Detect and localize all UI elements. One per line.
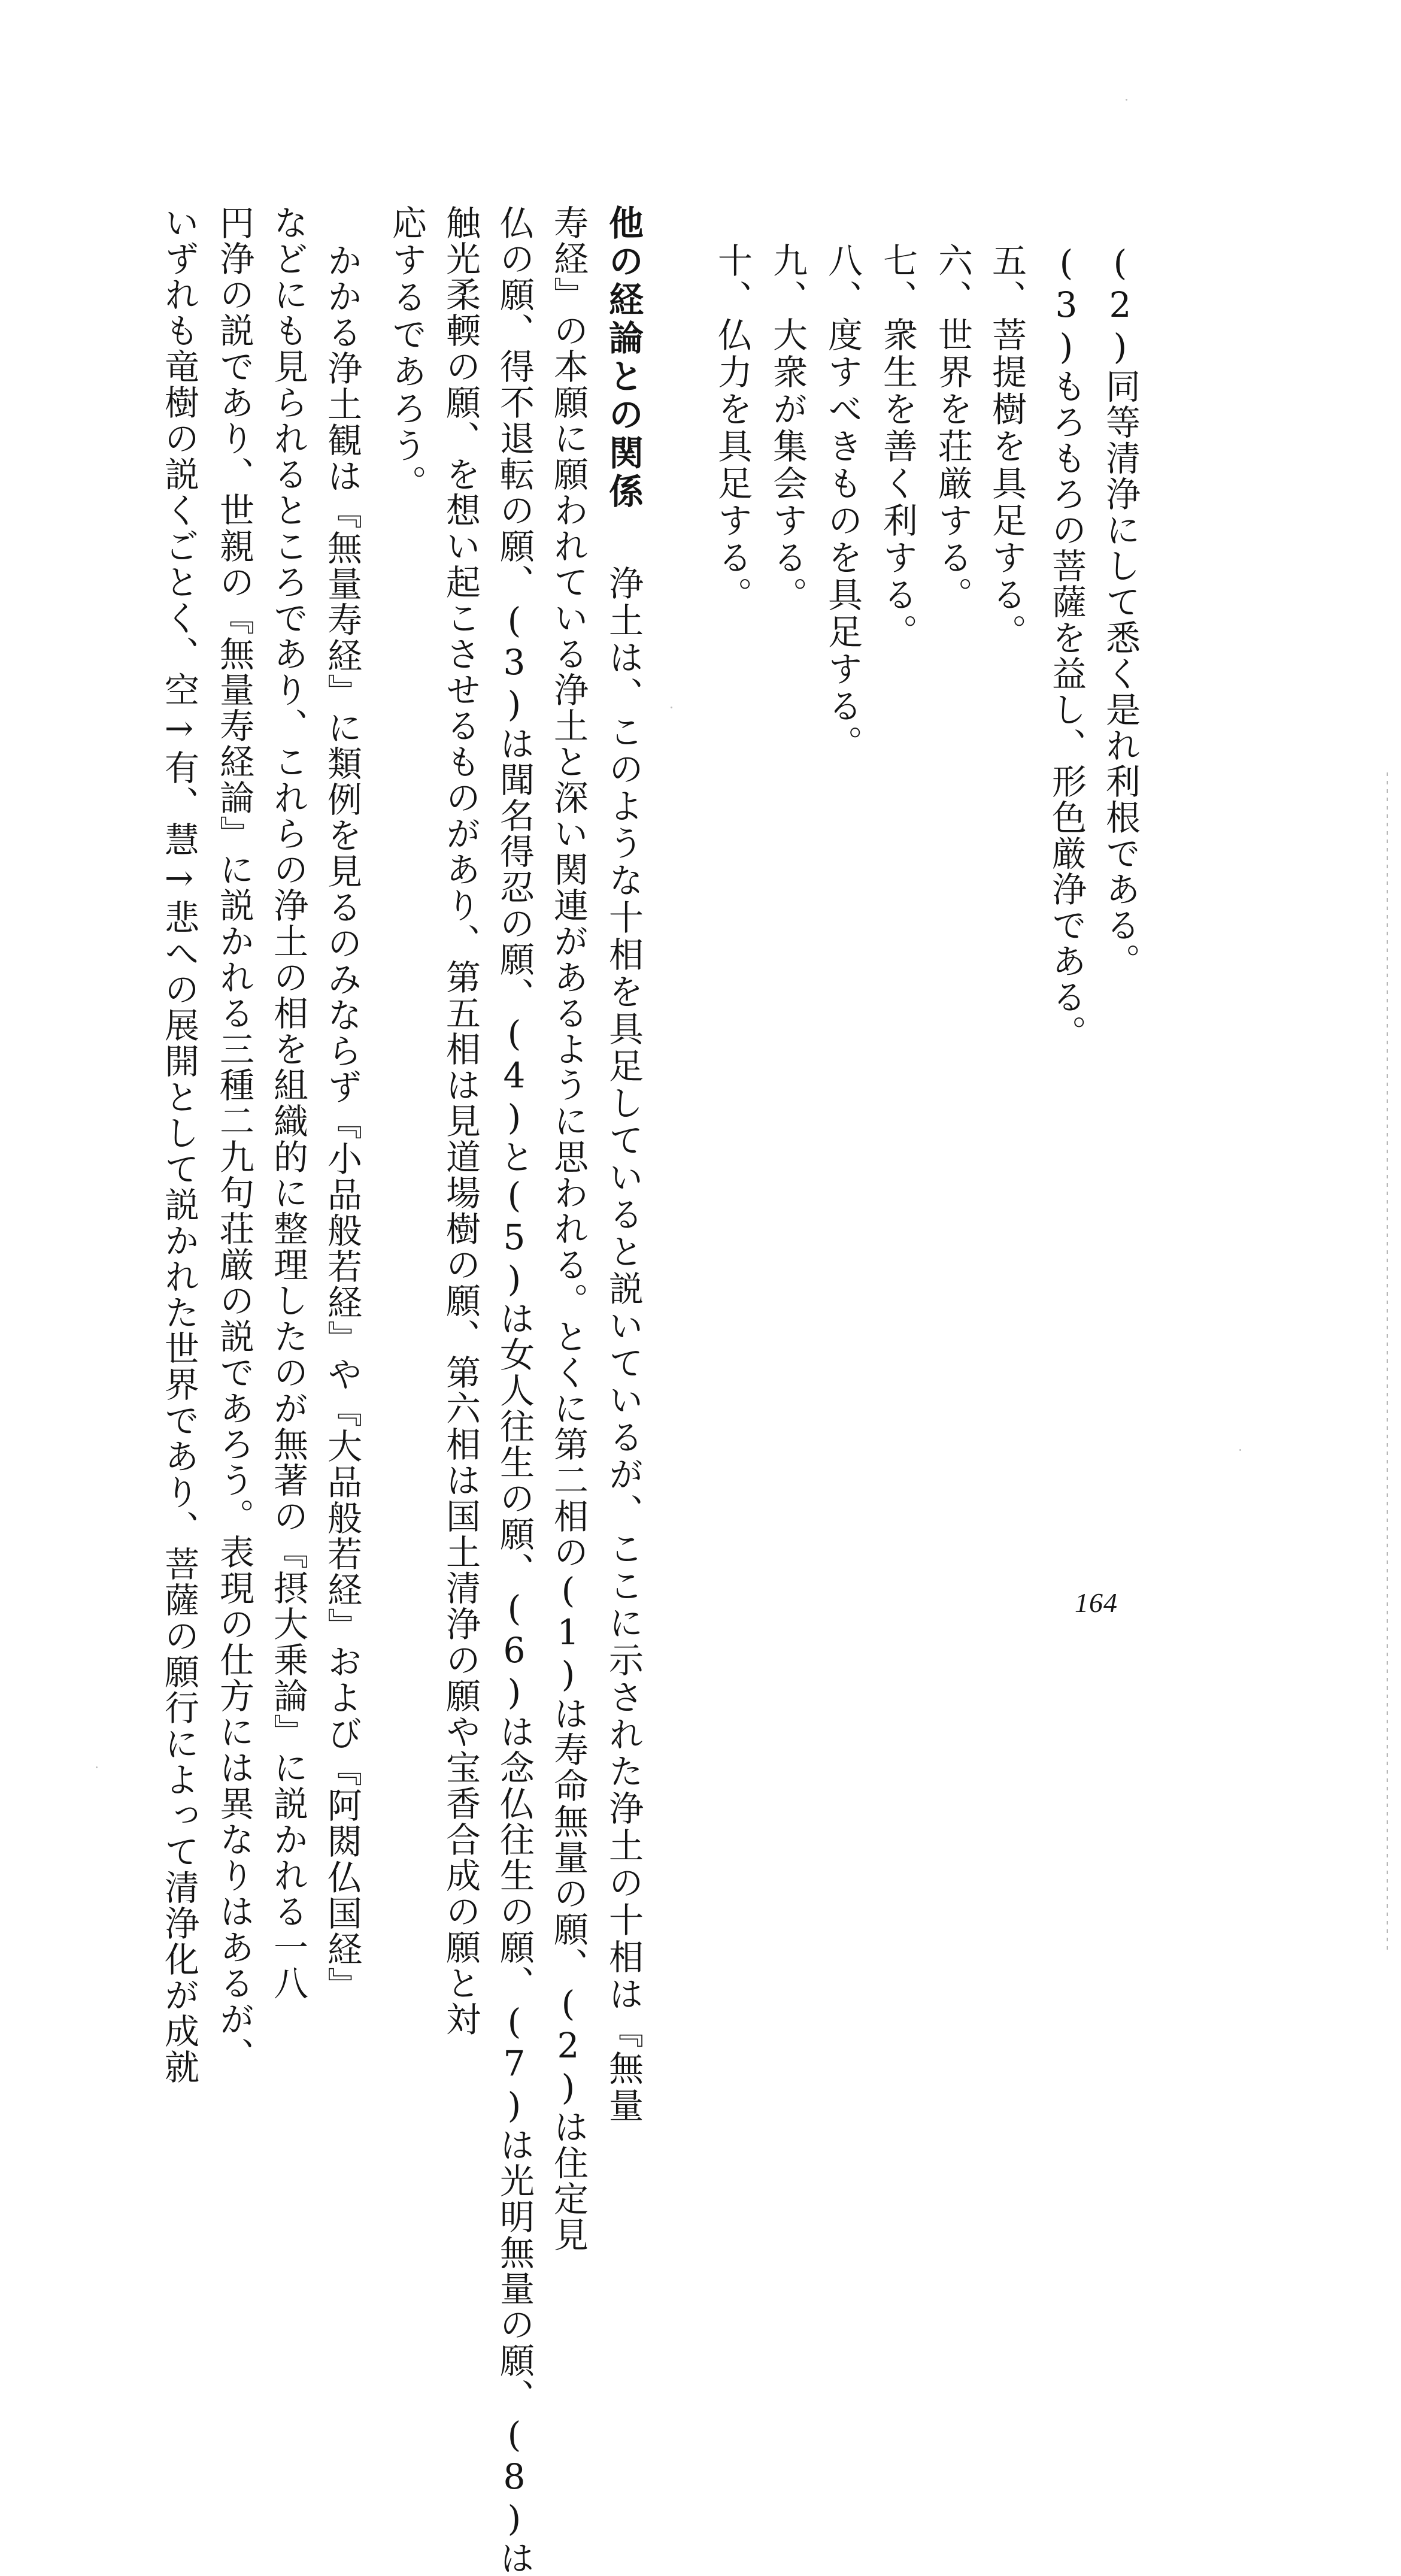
body-line-9: いずれも竜樹の説くごとく、空→有、慧→悲への展開として説かれた世界であり、菩薩の願行によって清浄化が成就 <box>159 205 199 2085</box>
scan-margin-line <box>1387 772 1388 1952</box>
list-item-six: 六、世界を荘厳する。 <box>932 243 973 614</box>
body-line-1: 浄土は、このような十相を具足していると説いているが、ここに示された浄土の十相は『無量 <box>603 565 644 2125</box>
body-line-7: などにも見られるところであり、これらの浄土の相を組織的に整理したのが無著の『摂大乗論』に説かれる一八 <box>268 205 308 2001</box>
section-paragraph-first-line <box>603 205 644 2125</box>
scan-speck <box>1239 1449 1241 1451</box>
list-item-nine: 九、大衆が集会する。 <box>767 243 808 614</box>
section-heading: 他の経論との関係 <box>603 205 644 511</box>
body-line-5: 応するであろう。 <box>386 205 427 502</box>
list-item-eight: 八、度すべきものを具足する。 <box>822 243 863 762</box>
list-item-five: 五、菩提樹を具足する。 <box>986 243 1027 651</box>
body-line-2: 寿経』の本願に願われている浄土と深い関連があるように思われる。とくに第二相の(1)は寿命無量の願、(2)は住定見 <box>548 205 589 2253</box>
body-line-8: 円浄の説であり、世親の『無量寿経論』に説かれる三種二九句荘厳の説であろう。表現の仕方には異なりはあるが、 <box>214 205 254 2073</box>
list-item-2: (2)同等清浄にして悉く是れ利根である。 <box>1100 243 1141 979</box>
body-line-6: かかる浄土観は『無量寿経』に類例を見るのみならず『小品般若経』や『大品般若経』および『阿閦仏国経』 <box>322 243 362 2003</box>
scan-speck <box>1126 99 1127 101</box>
page-number: 164 <box>1075 1587 1118 1618</box>
scan-speck <box>96 1766 98 1768</box>
list-item-seven: 七、衆生を善く利する。 <box>877 243 918 651</box>
list-item-ten: 十、仏力を具足する。 <box>712 243 753 614</box>
body-line-4: 触光柔輭の願、を想い起こさせるものがあり、第五相は見道場樹の願、第六相は国土清浄の願や宝香合成の願と対 <box>440 205 481 2037</box>
body-line-3: 仏の願、得不退転の願、(3)は聞名得忍の願、(4)と(5)は女人往生の願、(6)は念仏往生の願、(7)は光明無量の願、(8)は <box>494 205 535 2576</box>
scan-speck <box>671 707 672 708</box>
list-item-3: (3)もろもろの菩薩を益し、形色厳浄である。 <box>1046 243 1087 1051</box>
